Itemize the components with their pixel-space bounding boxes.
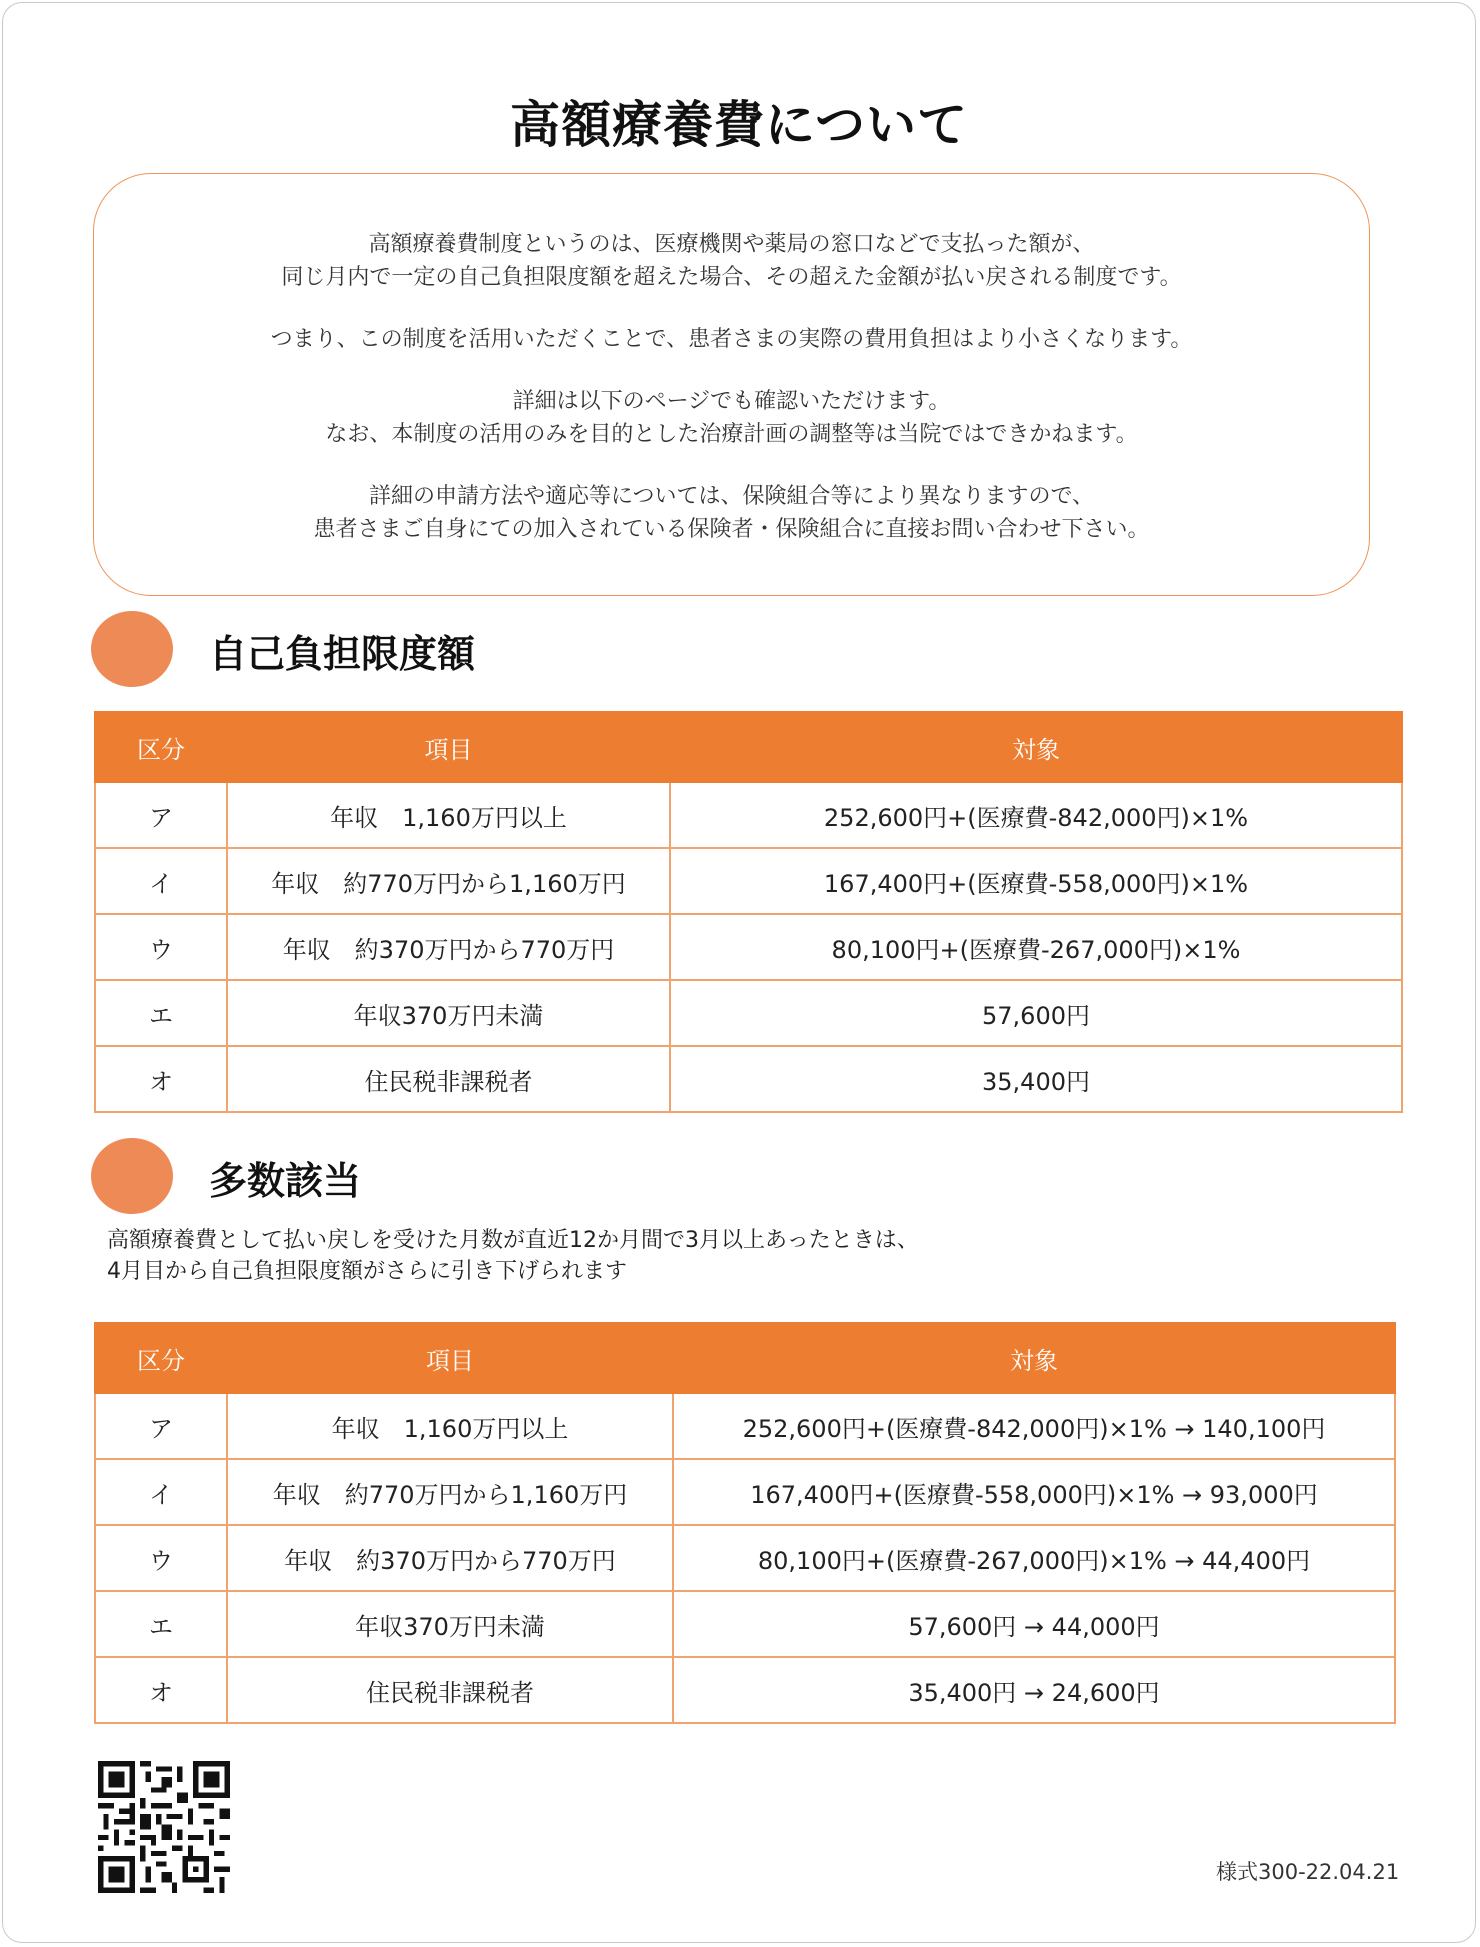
orange-circle-icon — [91, 1138, 173, 1214]
intro-paragraph — [94, 228, 1369, 294]
column-header: 対象 — [673, 1323, 1395, 1393]
target-cell: 35,400円 — [670, 1046, 1402, 1112]
multiple-table — [94, 1322, 1396, 1724]
table-header-row — [95, 712, 1402, 782]
table-row — [95, 1525, 1395, 1591]
orange-circle-icon — [91, 611, 173, 687]
section-title: 多数該当 — [209, 1159, 362, 1203]
intro-line: つまり、この制度を活用いただくことで、患者さまの実際の費用負担はより小さくなります。 — [270, 327, 1193, 352]
item-cell: 年収 1,160万円以上 — [227, 782, 670, 848]
intro-line: 患者さまご自身にての加入されている保険者・保険組合に直接お問い合わせ下さい。 — [313, 517, 1150, 542]
intro-line: 同じ月内で一定の自己負担限度額を超えた場合、その超えた金額が払い戻される制度です。 — [281, 265, 1182, 290]
category-cell: エ — [95, 980, 227, 1046]
table-row — [95, 980, 1402, 1046]
intro-paragraph — [94, 323, 1369, 356]
intro-line: 詳細は以下のページでも確認いただけます。 — [512, 389, 951, 414]
category-cell: ウ — [95, 1525, 227, 1591]
column-header: 項目 — [227, 712, 670, 782]
target-cell: 167,400円+(医療費-558,000円)×1% → 93,000円 — [673, 1459, 1395, 1525]
intro-line: 高額療養費制度というのは、医療機関や薬局の窓口などで支払った額が、 — [368, 232, 1095, 257]
item-cell: 年収 約370万円から770万円 — [227, 1525, 673, 1591]
section-title: 自己負担限度額 — [209, 632, 476, 676]
table-row — [95, 1046, 1402, 1112]
category-cell: ア — [95, 782, 227, 848]
column-header: 項目 — [227, 1323, 673, 1393]
target-cell: 252,600円+(医療費-842,000円)×1% — [670, 782, 1402, 848]
item-cell: 住民税非課税者 — [227, 1657, 673, 1723]
target-cell: 57,600円 — [670, 980, 1402, 1046]
item-cell: 年収 約770万円から1,160万円 — [227, 848, 670, 914]
category-cell: イ — [95, 1459, 227, 1525]
form-number: 様式300-22.04.21 — [1216, 1860, 1400, 1884]
table-row — [95, 1459, 1395, 1525]
table-row — [95, 1393, 1395, 1459]
target-cell: 57,600円 → 44,000円 — [673, 1591, 1395, 1657]
multiple-note — [107, 1225, 919, 1287]
intro-paragraph — [94, 385, 1369, 451]
category-cell: ウ — [95, 914, 227, 980]
column-header: 区分 — [95, 1323, 227, 1393]
target-cell: 35,400円 → 24,600円 — [673, 1657, 1395, 1723]
category-cell: ア — [95, 1393, 227, 1459]
target-cell: 252,600円+(医療費-842,000円)×1% → 140,100円 — [673, 1393, 1395, 1459]
document-page — [2, 2, 1476, 1943]
item-cell: 年収370万円未満 — [227, 1591, 673, 1657]
target-cell: 80,100円+(医療費-267,000円)×1% — [670, 914, 1402, 980]
item-cell: 年収 約770万円から1,160万円 — [227, 1459, 673, 1525]
category-cell: オ — [95, 1657, 227, 1723]
item-cell: 住民税非課税者 — [227, 1046, 670, 1112]
table-row — [95, 848, 1402, 914]
table-header-row — [95, 1323, 1395, 1393]
category-cell: オ — [95, 1046, 227, 1112]
column-header: 区分 — [95, 712, 227, 782]
table-row — [95, 1591, 1395, 1657]
intro-paragraph — [94, 480, 1369, 546]
limit-table — [94, 711, 1403, 1113]
intro-box — [93, 173, 1370, 596]
item-cell: 年収 1,160万円以上 — [227, 1393, 673, 1459]
category-cell: エ — [95, 1591, 227, 1657]
item-cell: 年収370万円未満 — [227, 980, 670, 1046]
page-title: 高額療養費について — [510, 96, 968, 154]
table-row — [95, 1657, 1395, 1723]
category-cell: イ — [95, 848, 227, 914]
target-cell: 80,100円+(医療費-267,000円)×1% → 44,400円 — [673, 1525, 1395, 1591]
qr-code[interactable] — [98, 1761, 230, 1893]
target-cell: 167,400円+(医療費-558,000円)×1% — [670, 848, 1402, 914]
table-row — [95, 782, 1402, 848]
column-header: 対象 — [670, 712, 1402, 782]
intro-line: 詳細の申請方法や適応等については、保険組合等により異なりますので、 — [368, 484, 1095, 509]
item-cell: 年収 約370万円から770万円 — [227, 914, 670, 980]
note-line: 高額療養費として払い戻しを受けた月数が直近12か月間で3月以上あったときは、 — [107, 1228, 919, 1253]
intro-line: なお、本制度の活用のみを目的とした治療計画の調整等は当院ではできかねます。 — [325, 422, 1138, 447]
table-row — [95, 914, 1402, 980]
note-line: 4月目から自己負担限度額がさらに引き下げられます — [107, 1259, 627, 1284]
